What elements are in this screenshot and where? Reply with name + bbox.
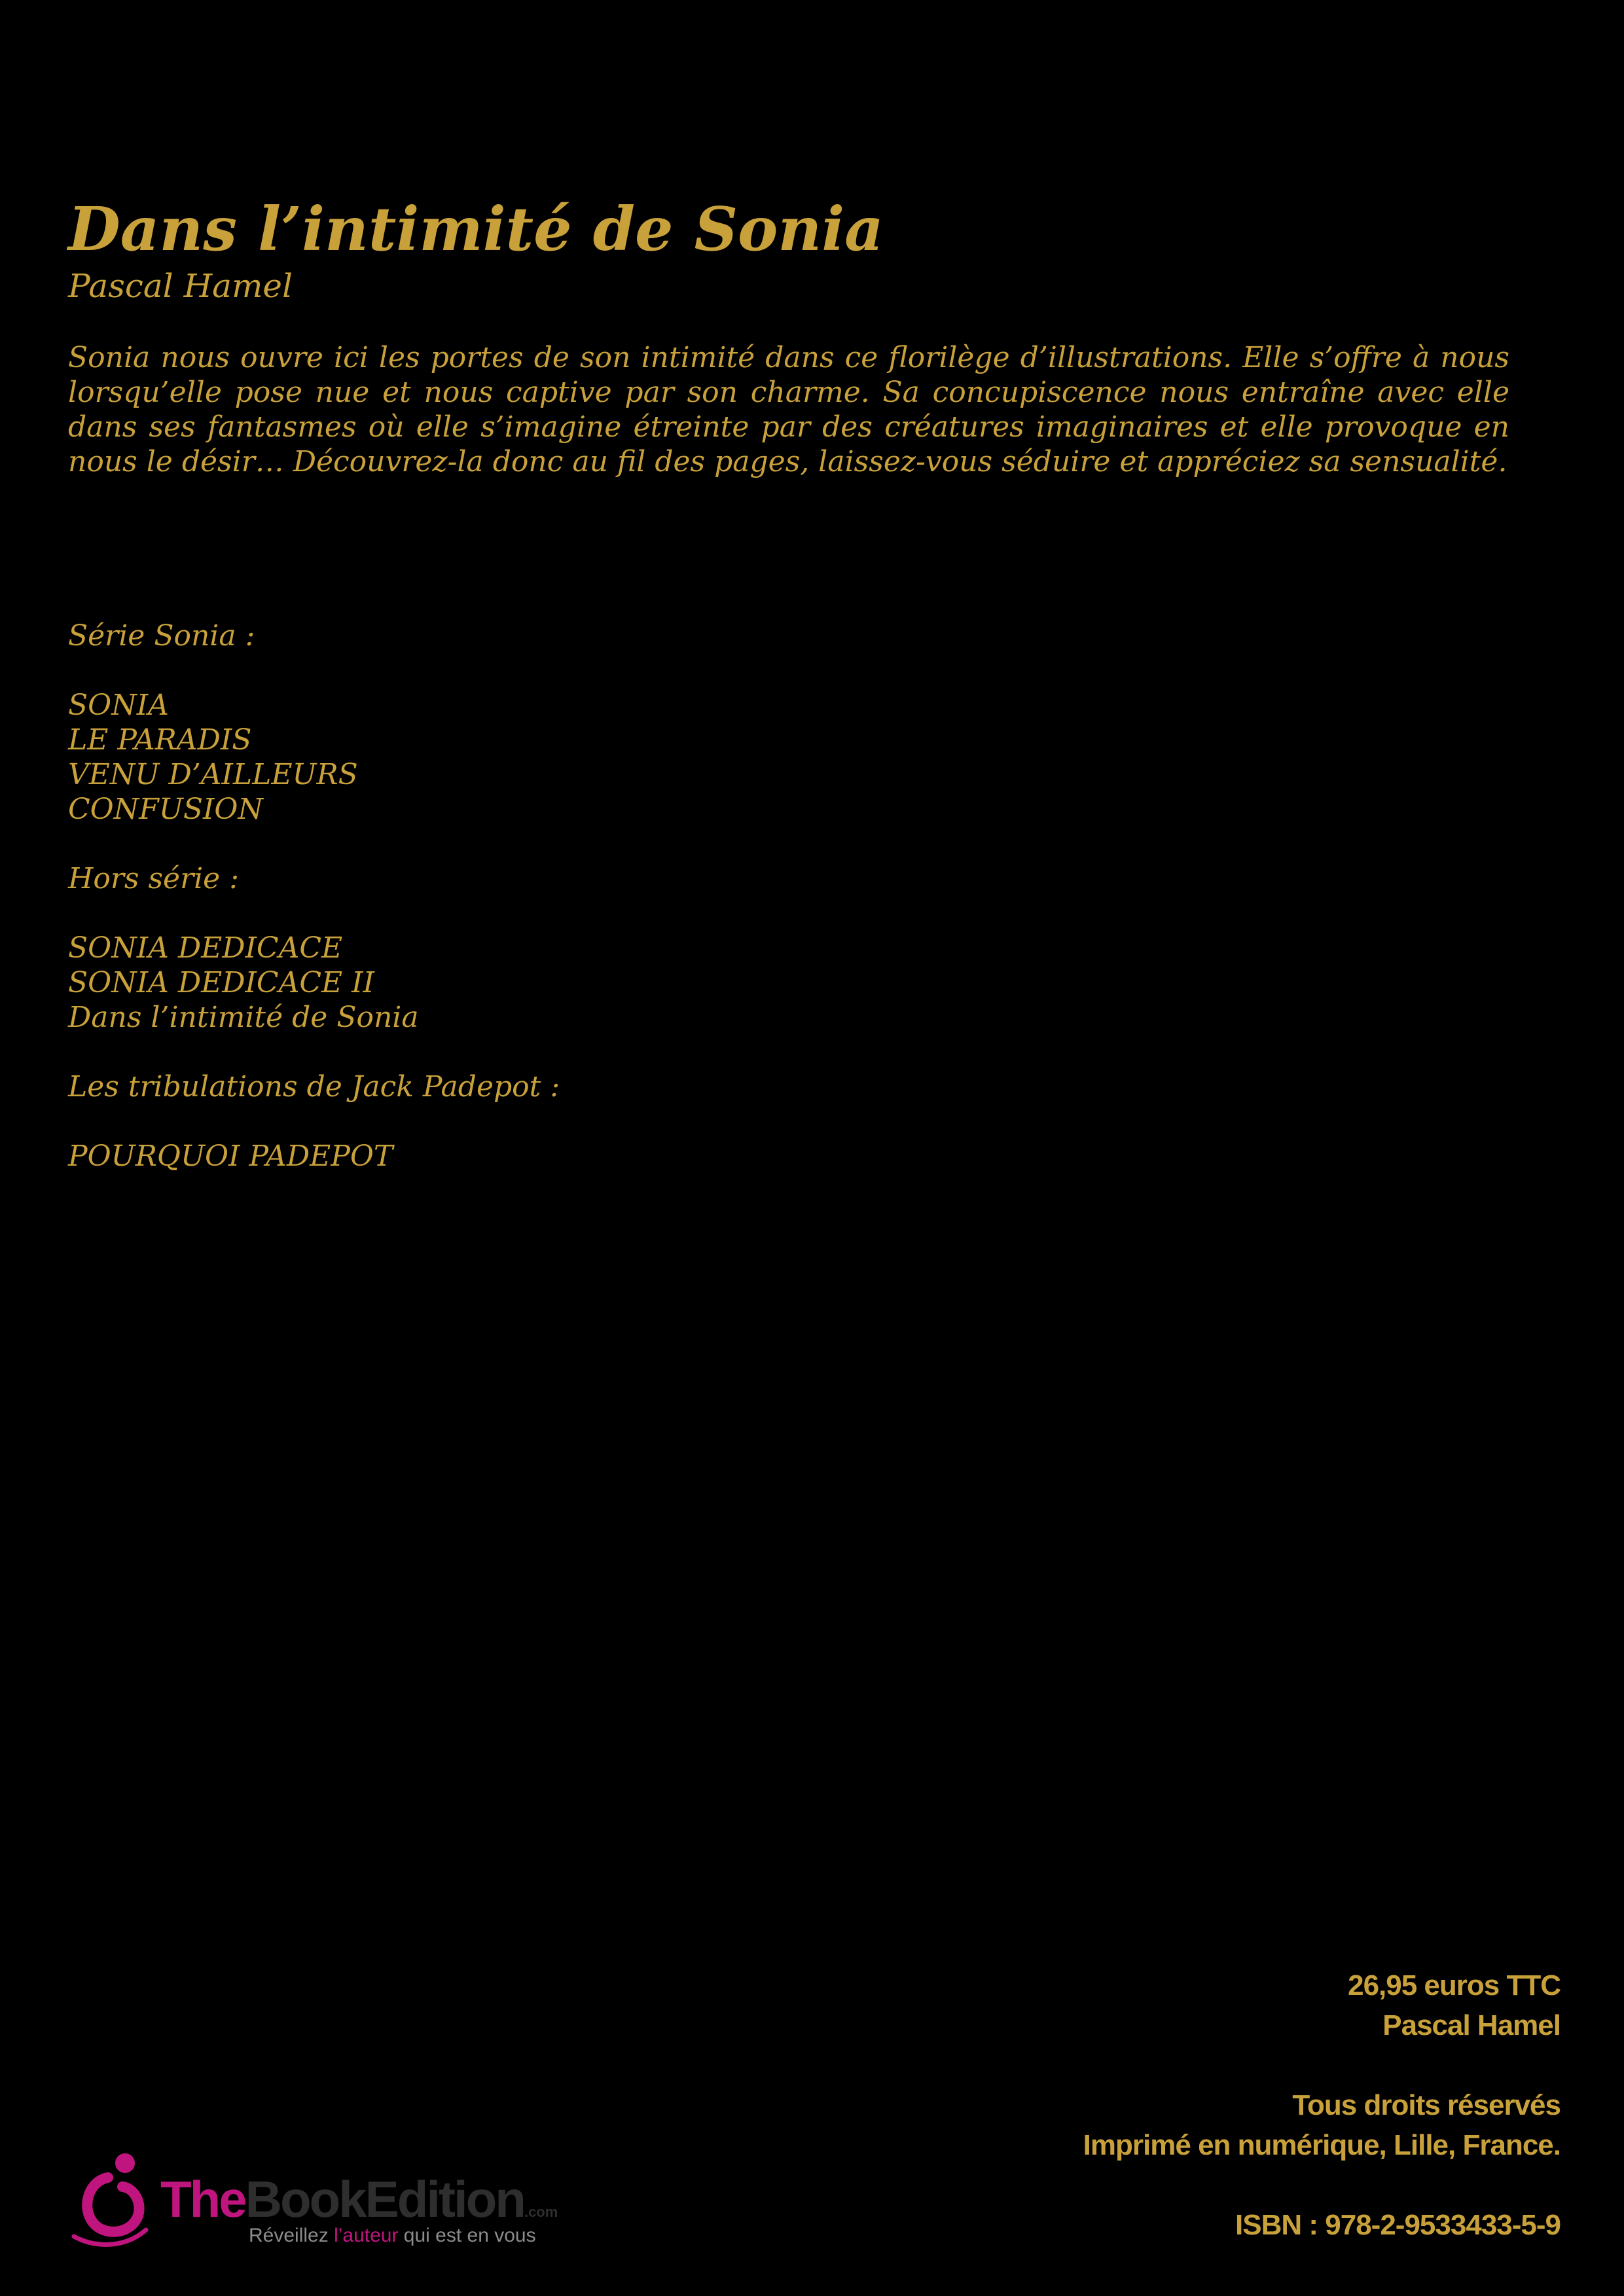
logo-wordmark-the: The [160, 2170, 245, 2228]
price: 26,95 euros TTC [1348, 1969, 1561, 2001]
series-heading-sonia: Série Sonia : [68, 619, 255, 653]
logo-wordmark [160, 2170, 558, 2228]
series-item: POURQUOI PADEPOT [68, 1139, 393, 1173]
series-item: VENU D’AILLEURS [68, 758, 358, 791]
series-item: SONIA DEDICACE II [68, 966, 374, 999]
series-item: Dans l’intimité de Sonia [68, 1001, 419, 1034]
logo-wordmark-bookedition: BookEdition [245, 2170, 524, 2228]
logo-wordmark-suffix: .com [524, 2204, 558, 2220]
isbn: ISBN : 978-2-9533433-5-9 [1235, 2209, 1561, 2241]
series-heading-hors-serie: Hors série : [68, 862, 240, 895]
tagline-part: qui est en vous [398, 2225, 536, 2246]
tagline-accent: l’auteur [334, 2225, 399, 2246]
publication-info [775, 1965, 1561, 2245]
book-title: Dans l’intimité de Sonia [68, 194, 884, 264]
rights-notice: Tous droits réservés [1292, 2089, 1561, 2121]
person-book-icon [69, 2150, 154, 2248]
author-name: Pascal Hamel [68, 267, 293, 305]
logo-tagline [249, 2226, 536, 2246]
series-item: SONIA DEDICACE [68, 931, 343, 965]
printing-notice: Imprimé en numérique, Lille, France. [1083, 2129, 1561, 2161]
back-cover-blurb: Sonia nous ouvre ici les portes de son intimité dans ce florilège d’illustrations. Elle s’offre à nous lorsqu’elle pose nue et nous captive par son charme. Sa concupiscence nous entraîne avec elle dans ses fantasmes où elle s’imagine étreinte par des créatures imaginaires et elle provoque en nous le désir… Découvrez-la donc au fil des pages, laissez-vous séduire et appréciez sa sensualité. [68, 341, 1509, 478]
series-item: SONIA [68, 689, 169, 722]
series-heading-padepot: Les tribulations de Jack Padepot : [68, 1070, 560, 1103]
publisher-logo [69, 2150, 605, 2248]
tagline-part: Réveillez [249, 2225, 334, 2246]
series-item: LE PARADIS [68, 723, 252, 757]
series-item: CONFUSION [68, 793, 263, 826]
bibliography [68, 619, 984, 1174]
publisher-author: Pascal Hamel [1382, 2009, 1561, 2041]
